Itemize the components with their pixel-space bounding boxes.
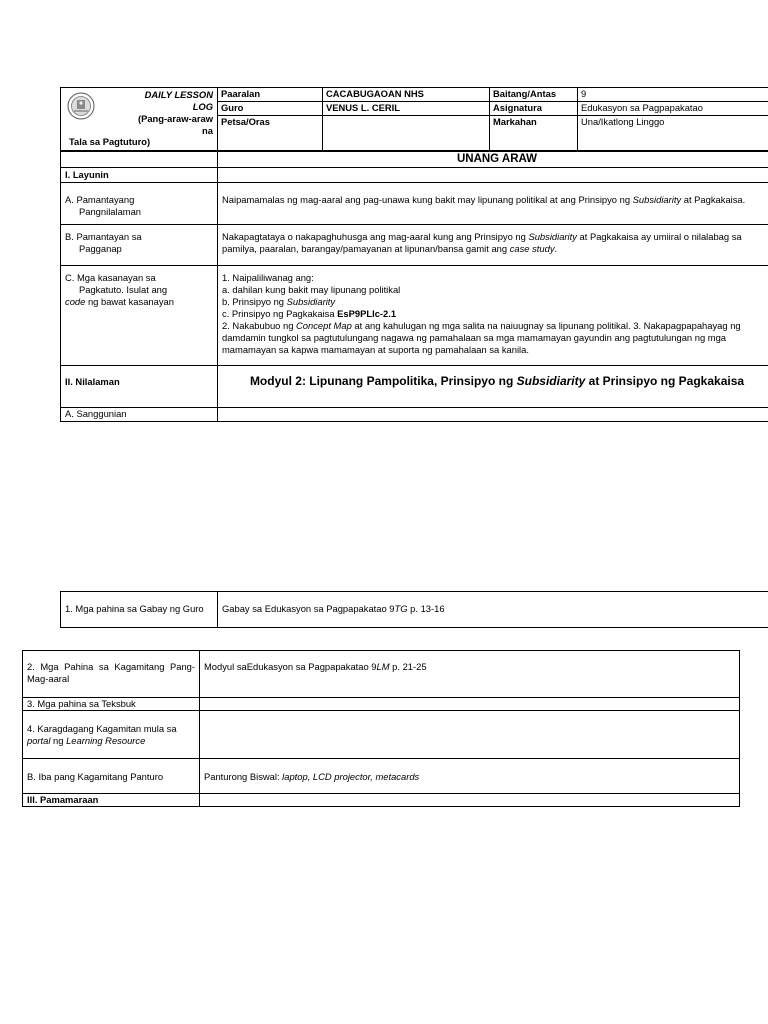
sanggunian-value [218, 407, 768, 421]
iba-value-1: Panturong Biswal: [204, 771, 283, 783]
b-label-line2: Pagganap [79, 242, 122, 254]
b-text-em1: Subsidiarity [528, 230, 577, 242]
title-line-3: (Pang-araw-araw [137, 113, 213, 125]
karagdagan-label [23, 711, 200, 759]
title-line-4: na [202, 125, 213, 137]
gabay-value-1: Gabay sa Edukasyon sa Pagpapakatao 9 [222, 603, 395, 614]
pamantayang-pangnilalaman-label [61, 182, 218, 224]
pamantayan-pagganap-label [61, 224, 218, 265]
baitang-label: Baitang/Antas [490, 88, 578, 102]
c-line-3-em: Subsidiarity [286, 295, 336, 307]
kagamitan-table [22, 650, 740, 807]
pamantayan-pagganap-text [218, 224, 768, 265]
deped-seal-icon [67, 92, 95, 120]
c-label-line1: C. Mga kasanayan sa [65, 271, 156, 283]
kagamitan-value-2: p. 21-25 [389, 661, 427, 672]
guro-label: Guro [218, 101, 323, 115]
gabay-table [60, 591, 768, 628]
header-title-cell [61, 88, 218, 152]
teksbuk-label: 3. Mga pahina sa Teksbuk [23, 698, 200, 711]
b-text: Nakapagtataya o nakapaghuhusga ang mag-aaral kung ang Prinsipyo ng [222, 230, 529, 242]
c-line-5-rest: at ang kahulugan ng mga salita na naiuugnay sa lipunang politikal. 3. Nakapagpapahayag ng damdamin tungkol sa pagtutulungang nagawa ng pamahalaan sa mga mamamayan gayundin ang pagtutulungan ng mga mamamayan sa kapwa mamamayan at suporta ng pamahalaan sa kanila. [222, 319, 741, 355]
kagamitan-value-1: Modyul saEdukasyon sa Pagpapakatao 9 [204, 661, 377, 672]
pamantayang-pangnilalaman-text [218, 182, 768, 224]
gabay-label: 1. Mga pahina sa Gabay ng Guro [61, 592, 218, 628]
gabay-value-em: TG [394, 603, 408, 614]
module-title [218, 365, 768, 407]
markahan-label: Markahan [490, 115, 578, 151]
petsa-value [323, 115, 490, 151]
b-text-3: . [554, 242, 558, 254]
b-label-line1: B. Pamantayan sa [65, 230, 142, 242]
karagdagan-label-em2: Learning Resource [66, 735, 146, 747]
gabay-value-2: p. 13-16 [407, 603, 445, 614]
karagdagan-label-em1: portal [27, 735, 51, 747]
teksbuk-value [200, 698, 740, 711]
b-text-2: at Pagkakaisa ay umiiral o nilalabag sa pamilya, paaralan, barangay/pamayanan at lipunan/bansa gamit ang [222, 230, 742, 254]
nilalaman-label: II. Nilalaman [61, 365, 218, 407]
module-title-1: Modyul 2: Lipunang Pampolitika, Prinsipyo ng [249, 373, 517, 388]
kasanayan-text [218, 265, 768, 365]
iba-label: B. Iba pang Kagamitang Panturo [23, 759, 200, 794]
a-text-end: at Pagkakaisa. [681, 193, 746, 205]
a-label-line1: A. Pamantayang [65, 193, 135, 205]
blank-cell [61, 151, 218, 167]
iba-value-em: laptop, LCD projector, metacards [282, 771, 420, 783]
a-label-line2: Pangnilalaman [79, 205, 142, 217]
iba-value [200, 759, 740, 794]
pamamaraan-label: III. Pamamaraan [23, 794, 200, 807]
asignatura-value: Edukasyon sa Pagpapakatao [578, 101, 768, 115]
c-line-5-em: Concept Map [296, 319, 352, 331]
day-header: UNANG ARAW [218, 151, 768, 167]
c-label-em: code [65, 295, 86, 307]
sanggunian-label: A. Sanggunian [61, 407, 218, 421]
c-line-3: b. Prinsipyo ng [222, 295, 287, 307]
asignatura-label: Asignatura [490, 101, 578, 115]
layunin-value [218, 167, 768, 182]
module-title-em: Subsidiarity [516, 373, 586, 388]
pamamaraan-value [200, 794, 740, 807]
layunin-label: I. Layunin [61, 167, 218, 182]
c-label-line2: Pagkatuto. Isulat ang [79, 283, 168, 295]
paaralan-label: Paaralan [218, 88, 323, 102]
c-label-line3: ng bawat kasanayan [85, 295, 174, 307]
a-text: Naipamamalas ng mag-aaral ang pag-unawa kung bakit may lipunang politikal at ang Prinsipyo ng [222, 193, 633, 205]
markahan-value: Una/Ikatlong Linggo [578, 115, 768, 151]
paaralan-value: CACABUGAOAN NHS [323, 88, 490, 102]
c-line-4: c. Prinsipyo ng Pagkakaisa [222, 307, 338, 319]
kagamitan-label: 2. Mga Pahina sa Kagamitang Pang-Mag-aaral [23, 651, 200, 698]
kagamitan-value-em: LM [376, 661, 390, 672]
title-line-5: Tala sa Pagtuturo) [69, 135, 151, 147]
b-text-em2: case study [509, 242, 555, 254]
kagamitan-value [200, 651, 740, 698]
kasanayan-label [61, 265, 218, 365]
c-line-5: 2. Nakabubuo ng [222, 319, 297, 331]
c-line-1: 1. Naipaliliwanag ang: [222, 271, 314, 283]
karagdagan-label-2: ng [50, 735, 67, 747]
gabay-value [218, 592, 768, 628]
a-text-em: Subsidiarity [632, 193, 682, 205]
competency-code: EsP9PLIc-2.1 [337, 307, 397, 319]
title-line-1: DAILY LESSON [144, 89, 213, 100]
c-line-2: a. dahilan kung bakit may lipunang politikal [222, 283, 401, 295]
petsa-label: Petsa/Oras [218, 115, 323, 151]
module-title-2: at Prinsipyo ng Pagkakaisa [585, 373, 745, 388]
lesson-log-table [60, 87, 768, 422]
guro-value: VENUS L. CERIL [323, 101, 490, 115]
title-line-2: LOG [192, 101, 213, 113]
karagdagan-label-1: 4. Karagdagang Kagamitan mula sa [27, 723, 177, 735]
karagdagan-value [200, 711, 740, 759]
baitang-value: 9 [578, 88, 768, 102]
